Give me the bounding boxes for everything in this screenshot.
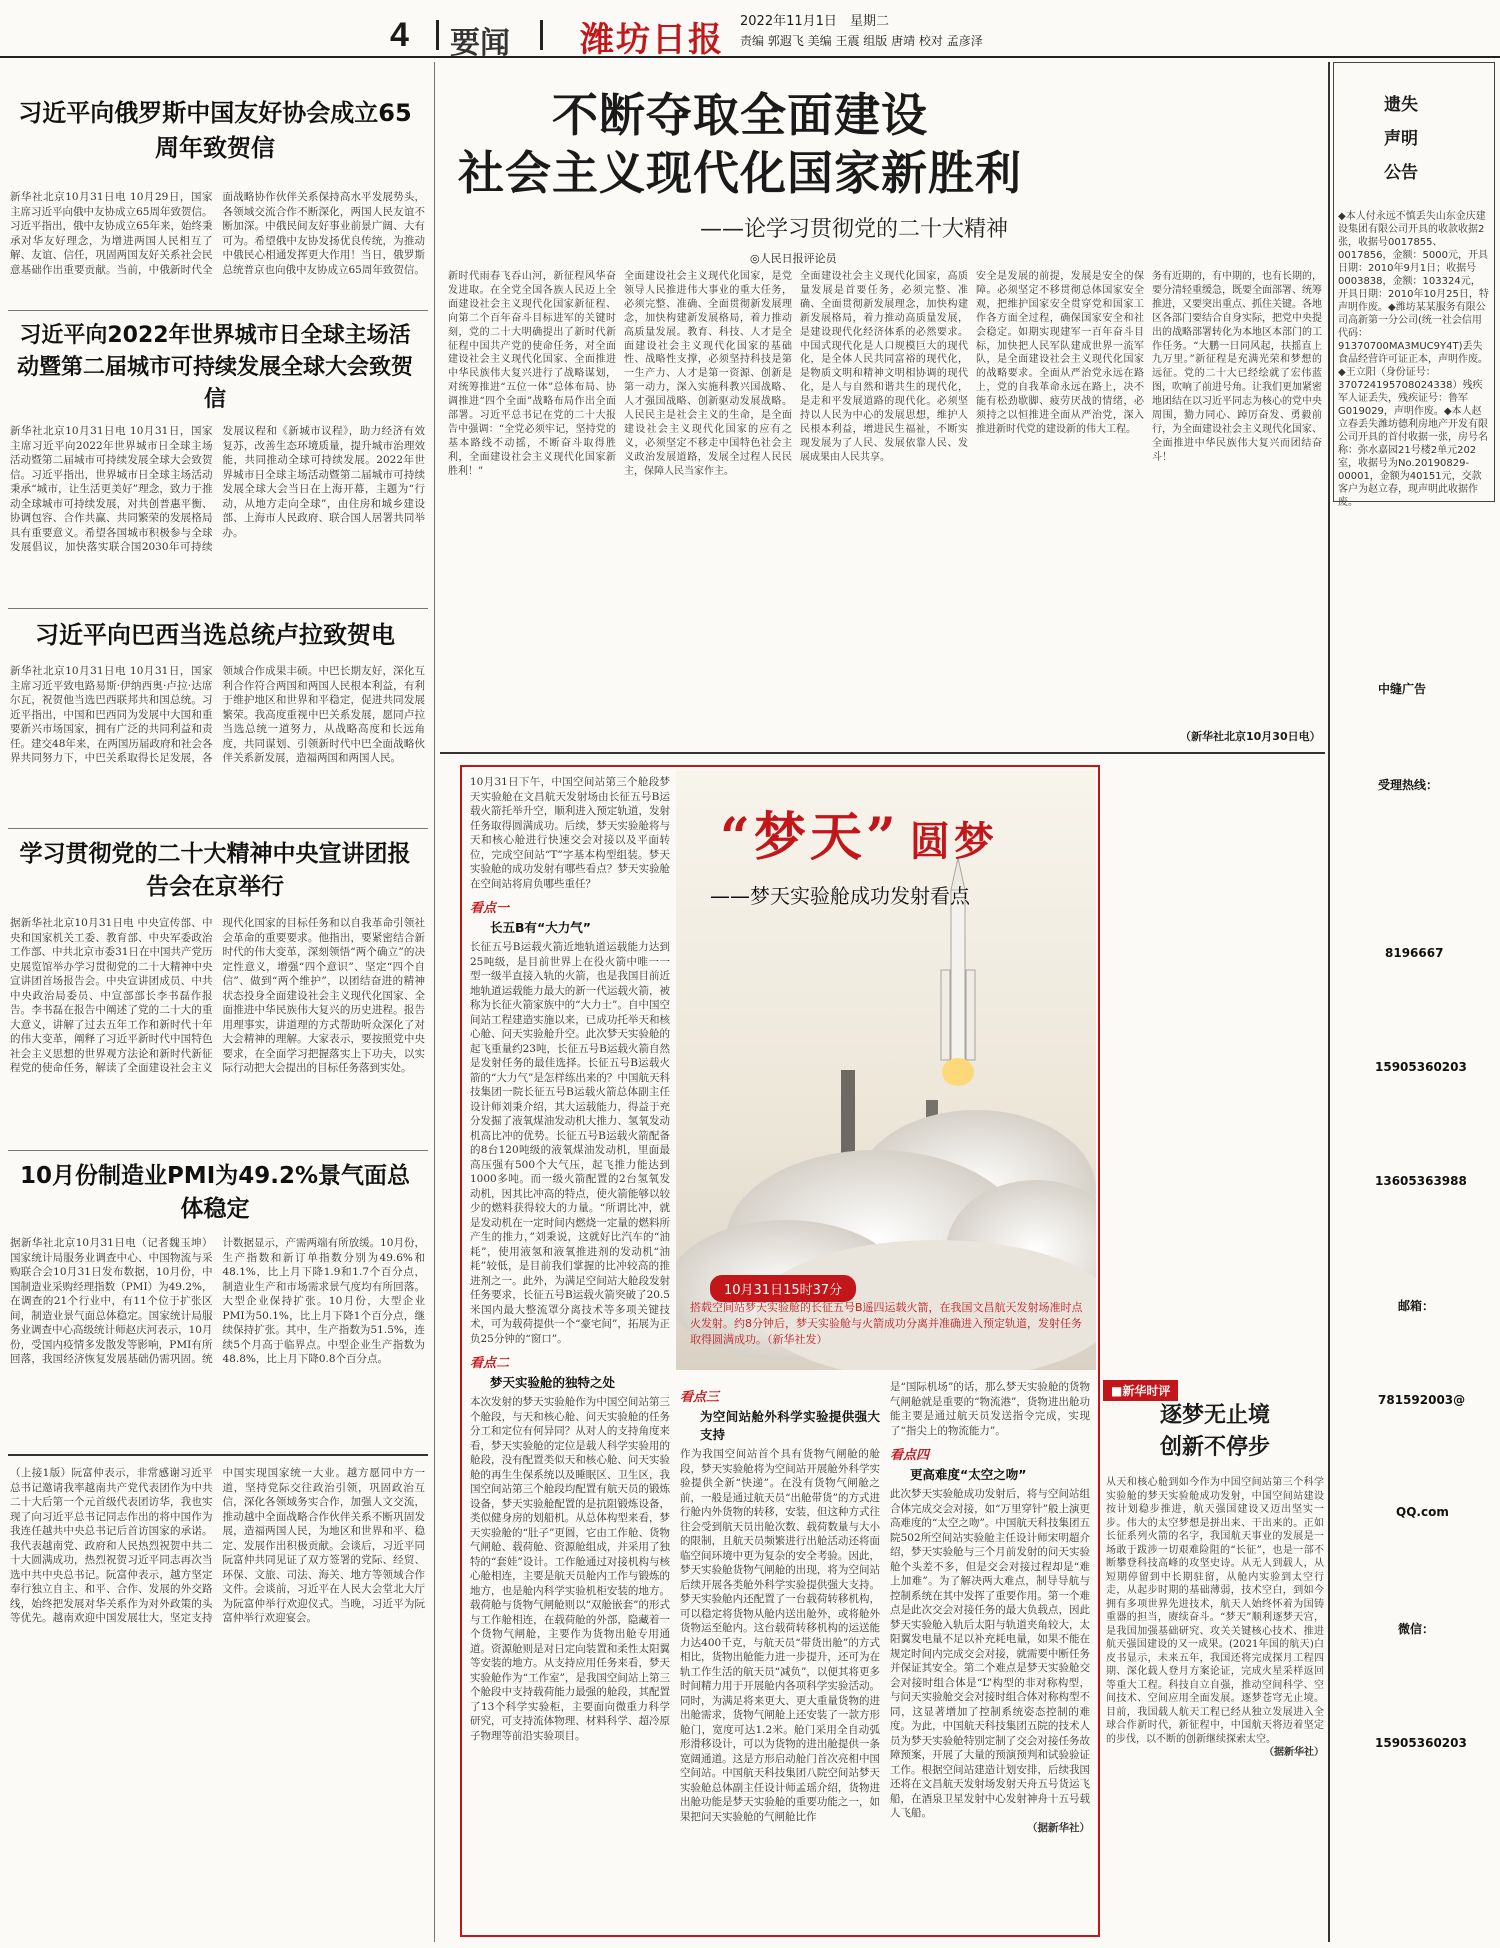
dateline: （新华社北京10月30日电） (1180, 730, 1321, 743)
phone-number: 8196667 (1385, 946, 1444, 960)
article-body: 新华社北京10月31日电 10月29日，国家主席习近平向俄中友协成立65周年致贺信。习近平指出，俄中友协成立65年来，始终秉承对华友好理念，为增进两国人民相互了解、友谊、信任，巩固两国友好关系社会民意基础作出重要贡献。当前，中俄新时代全面战略协作伙伴关系保持高水平发展势头，各领域交流合作不断深化，两国人民友谊不断加深。中俄民间友好事业前景广阔、大有可为。希望俄中友协发扬优良传统，为推动中俄民心相通发挥更大作用！当日，俄罗斯总统普京也向俄中友协成立65周年致贺信。 (10, 191, 425, 276)
feature-column (890, 1380, 1090, 1930)
feature-title (720, 795, 998, 870)
rule (440, 752, 1325, 754)
rule (8, 310, 428, 311)
email-domain: QQ.com (1396, 1505, 1449, 1519)
column-divider (434, 62, 435, 1942)
phone-number: 15905360203 (1375, 1060, 1467, 1074)
point-title: 为空间站舱外科学实验提供强大支持 (700, 1409, 880, 1442)
rule (8, 608, 428, 609)
main-column: 安全是发展的前提，发展是安全的保障。必须坚定不移贯彻总体国家安全观，把维护国家安全贯穿党和国家工作各方面全过程，确保国家安全和社会稳定。如期实现建军一百年奋斗目标，加快把人民军队建成世界一流军队，是全面建设社会主义现代化国家的战略要求。全面从严治党永远在路上，党的自我革命永远在路上，决不能有松劲歇脚、疲劳厌战的情绪，必须持之以恒推进全面从严治党，深入推进新时代党的建设新的伟大工程。 (976, 271, 1144, 435)
point-body: 是“国际机场”的话，那么梦天实验舱的货物气闸舱就是重要的“物流港”，货物进出舱功能主要是通过航天员发送指令完成，实现了“指尖上的物流能力”。 (890, 1381, 1090, 1437)
commentary-title (1140, 1400, 1290, 1464)
ad-title: 遗失 (1384, 95, 1418, 115)
newspaper-logo: 潍坊日报 (580, 20, 724, 60)
point-body: 作为我国空间站首个具有货物气闸舱的舱段，梦天实验舱将为空间站开展舱外科学实验提供全新“快递”。在没有货物气闸舱之前，一般是通过航天员“出舱带货”的方式进行舱内外货物的转移，安装，但这种方式往往会受到航天员出舱次数、载荷数量与大小的限制，且航天员频繁进行出舱活动还将面临空间环境中更为复杂的安全考验。因此，梦天实验舱货物气闸舱的出现，将为空间站后续开展各类舱外科学实验提供强大支持。梦天实验舱内还配置了一台载荷转移机构，可以稳定将货物从舱内送出舱外，或将舱外货物运至舱内。这台载荷转移机构的运送能力达400千克，与航天员“带货出舱”的方式相比，货物出舱能力进一步提升，还可为在轨工作生活的航天员“减负”，以便其将更多时间精力用于开展舱内各项科学实验活动。同时，为满足将来更大、更大重量货物的进出舱需求，货物气闸舱上还安装了一款方形舱门，宽度可达1.2米。舱门采用全自动弧形滑移设计，可以为货物的进出舱提供一条宽阔通道。这是方形启动舱门首次亮相中国空间站。中国航天科技集团八院空间站梦天实验舱总体副主任设计师孟瑶介绍，货物进出舱功能是梦天实验舱的重要功能之一，如果把问天实验舱的气闸舱比作 (680, 1448, 880, 1823)
commentary-body (1106, 1476, 1324, 1916)
point-label: 看点三 (680, 1390, 720, 1405)
editorial-staff: 责编 郭遐飞 美编 王震 组版 唐靖 校对 孟彦泽 (740, 34, 983, 48)
article-body: 新华社北京10月31日电 10月31日，国家主席习近平向2022年世界城市日全球主场活动暨第二届城市可持续发展全球大会致贺信。习近平指出，世界城市日全球主场活动秉承“城市，让生活更美好”理念，致力于推动全球城市可持续发展，对共创普惠平衡、协调包容、合作共赢、共同繁荣的发展格局具有重要意义。希望各国城市积极参与全球发展倡议，加快落实联合国2030年可持续发展议程和《新城市议程》，助力经济有效复苏，改善生态环境质量，提升城市治理效能，共同推动全球可持续发展。2022年世界城市日全球主场活动暨第二届城市可持续发展全球大会当日在上海开幕，主题为“行动，从地方走向全球”，由住房和城乡建设部、上海市人民政府、联合国人居署共同举办。 (10, 425, 425, 553)
divider (436, 20, 439, 50)
article-body: 据新华社北京10月31日电（记者魏玉坤）国家统计局服务业调查中心、中国物流与采购联合会10月31日发布数据，10月份，中国制造业采购经理指数（PMI）为49.2%，在调查的21个行业中，有11个位于扩张区间，制造业景气面总体稳定。国家统计局服务业调查中心高级统计师赵庆河表示，10月份，受国内疫情多发散发等影响，PMI有所回落，我国经济恢复发展基础仍需巩固。统计数据显示，产需两端有所放缓。10月份，生产指数和新订单指数分别为49.6%和48.1%，比上月下降1.9和1.7个百分点，制造业生产和市场需求景气度均有所回落。大型企业保持扩张。10月份，大型企业PMI为50.1%，比上月下降1个百分点，继续保持扩张。其中，生产指数为51.5%，连续5个月高于临界点。中型企业生产指数为48.8%，比上月下降0.8个百分点。 (10, 1237, 425, 1365)
point-label: 看点一 (470, 901, 510, 916)
dateline: （据新华社） (1264, 1747, 1324, 1758)
article-body: 据新华社北京10月31日电 中央宣传部、中央和国家机关工委、教育部、中央军委政治工作部、中共北京市委31日在中国共产党历史展览馆举办学习贯彻党的二十大精神中央宣讲团首场报告会。中央宣讲团成员、中共中央政治局委员、中宣部部长李书磊作报告。李书磊在报告中阐述了党的二十大的重大意义，讲解了过去五年工作和新时代十年的伟大变革，阐释了习近平新时代中国特色社会主义思想的世界观方法论和新时代新征程党的使命任务，解读了全面建设社会主义现代化国家的目标任务和以自我革命引领社会革命的重要要求。他指出，要紧密结合新时代的伟大变革，深刻领悟“两个确立”的决定性意义，增强“四个意识”、坚定“四个自信”、做到“两个维护”，以团结奋进的精神状态投身全面建设社会主义现代化国家、全面推进中华民族伟大复兴的历史进程。报告用理事实，讲道理的方式帮助听众深化了对大会精神的理解。大家表示，要按照党中央要求，在全面学习把握落实上下功夫，以实际行动把大会提出的目标任务落到实处。 (10, 917, 425, 1074)
feature-column (680, 1380, 880, 1930)
photo-caption: 搭载空间站梦天实验舱的长征五号B遥四运载火箭，在我国文昌航天发射场准时点火发射。约8分钟后，梦天实验舱与火箭成功分离并准确进入预定轨道，发射任务取得圆满成功。（新华社发） (690, 1301, 1083, 1346)
ad-title: 声明 (1384, 129, 1418, 149)
feature-subtitle: ——梦天实验舱成功发射看点 (710, 884, 970, 908)
point-body: 本次发射的梦天实验舱作为中国空间站第三个舱段，与天和核心舱、问天实验舱的任务分工和定位有何异同？从对人的支持角度来看，梦天实验舱的定位是载人科学实验用的舱段，没有配置类似天和核心舱、问天实验舱的再生生保系统以及睡眠区、卫生区，我国空间站第三个舱段均配置有航天员的锻炼设备，梦天实验舱配置的是抗阻锻炼设备，类似健身房的划船机。从总体构型来看，梦天实验舱的“肚子”更圆，它由工作舱、货物气闸舱、载荷舱、资源舱组成，并采用了独特的“套娃”设计。工作舱通过对接机构与核心舱相连，主要是航天员舱内工作与锻炼的地方，也是舱内科学实验机柜安装的地方。载荷舱与货物气闸舱则以“双舱嵌套”的形式与工作舱相连，在载荷舱的外部，隐藏着一个货物气闸舱，主要作为货物出舱专用通道。资源舱则是对日定向装置和柔性太阳翼等安装的地方。从支持应用任务来看，梦天实验舱作为“工作室”，是我国空间站上第三个舱段中支持载荷能力最强的舱段，其配置了13个科学实验柜，主要面向微重力科学研究，可支持流体物理、材料科学、超冷原子物理等前沿实验项目。 (470, 1396, 670, 1742)
email-address: 781592003@ (1378, 1393, 1466, 1407)
dateline: （据新华社） (1027, 1821, 1090, 1834)
rule (8, 1454, 428, 1456)
issue-date: 2022年11月1日 (740, 14, 837, 29)
article-body: 新华社北京10月31日电 10月31日，国家主席习近平致电路易斯·伊纳西奥·卢拉·达席尔瓦，祝贺他当选巴西联邦共和国总统。习近平指出，中国和巴西同为发展中大国和重要新兴市场国家，拥有广泛的共同利益和责任。建交48年来，在两国历届政府和社会各界共同努力下，中巴关系取得长足发展，各领域合作成果丰硕。中巴长期友好，深化互利合作符合两国和两国人民根本利益，有利于维护地区和世界和平稳定，促进共同发展繁荣。我高度重视中巴关系发展，愿同卢拉当选总统一道努力，从战略高度和长远角度，共同谋划、引领新时代中巴全面战略伙伴关系新发展，造福两国和两国人民。 (10, 665, 425, 764)
point-body: 长征五号B运载火箭近地轨道运载能力达到25吨级，是目前世界上在役火箭中唯一一型一级半直接入轨的火箭，也是我国目前近地轨道运载能力最大的新一代运载火箭，被称为长征火箭家族中的“大力士”。自中国空间站工程建造实施以来，已成功托举天和核心舱、问天实验舱升空。此次梦天实验舱的起飞重量约23吨，长征五号B运载火箭自然是发射任务的最佳选择。长征五号B运载火箭的“大力气”是怎样练出来的？中国航天科技集团一院长征五号B运载火箭总体副主任设计师刘秉介绍，其大运载能力，得益于充分发掘了液氧煤油发动机大推力、氢氧发动机高比冲的优势。长征五号B运载火箭配备的8台120吨级的液氧煤油发动机，里面最高压强有500个大气压，起飞推力能达到1000多吨。而一级火箭配置的2台氢氧发动机，因其比冲高的特点，使火箭能够以较少的燃料获得较大的力量。“所谓比冲，就是发动机在一定时间内燃烧一定量的燃料所产生的推力，”刘秉说，这就好比汽车的“油耗”，使用液氢和液氧推进剂的发动机“油耗”较低，是目前我们掌握的比冲较高的推进剂之一。此外，为满足空间站大舱段发射任务要求，长征五号B运载火箭突破了20.5米国内最大整流罩分离技术等多项关键技术，可为载荷提供一个“豪宅间”，拓展为正负25分钟的“窗口”。 (470, 941, 670, 1345)
point-label: 看点二 (470, 1356, 510, 1371)
ad-agency: 中缝广告 (1378, 682, 1427, 696)
commentary-tag: ■新华时评 (1103, 1380, 1178, 1401)
feature-intro: 10月31日下午，中国空间站第三个舱段梦天实验舱在文昌航天发射场由长征五号B运载火箭托举升空，顺利进入预定轨道，发射任务取得圆满成功。后续，梦天实验舱将与天和核心舱进行快速交会对接以及平面转位，完成空间站“T”字基本构型组装。梦天实验舱的成功发射有哪些看点？梦天实验舱在空间站将肩负哪些重任？ (470, 776, 670, 890)
main-headline-line2: 社会主义现代化国家新胜利 (458, 146, 1022, 200)
main-column: 务有近期的，有中期的，也有长期的，要分清轻重缓急，既要全面部署、统筹推进，又要突出重点、抓住关键。各地区各部门要结合自身实际，把党中央提出的战略部署转化为本地区本部门的工作任务。“大鹏一日同风起，扶摇直上九万里。”新征程是充满光荣和梦想的远征。党的二十大已经绘就了宏伟蓝图，吹响了前进号角。让我们更加紧密地团结在以习近平同志为核心的党中央周围，勠力同心、踔厉奋发、勇毅前行，为全面建设社会主义现代化国家、全面推进中华民族伟大复兴而团结奋斗！ (1152, 271, 1322, 463)
classified-notices: ◆本人付永远不慎丢失山东金庆建设集团有限公司开具的收款收据2张，收据号0017855、0017856，金额：5000元，开具日期：2010年9月1日；收据号0003838，金额：103324元，开具日期：2010年10月25日，特声明作废。◆潍坊某某服务有限公司高新第一分公司(统一社会信用代码：91370700MA3MUC9Y4T)丢失食品经营许可证正本，声明作废。◆王立阳（身份证号：370724195708024338）残疾军人证丢失，残疾证号：鲁军G019029，声明作废。◆本人赵立春丢失潍坊德利房地产开发有限公司开具的首付收据一张，房号名称：弥水嘉园21号楼2单元202室，收据号为No.20190829-00001，金额为40151元，交款客户为赵立春，现声明此收据作废。 (1338, 211, 1489, 508)
main-headline (440, 86, 1040, 202)
article-title: 学习贯彻党的二十大精神中央宣讲团报告会在京举行 (19, 841, 411, 901)
masthead (0, 0, 1500, 61)
commentary-title-line2: 创新不停步 (1159, 1435, 1270, 1460)
main-headline-line1: 不断夺取全面建设 (552, 88, 928, 142)
commentary-text: 从天和核心舱到如今作为中国空间站第三个科学实验舱的梦天实验舱成功发射，中国空间站建设按计划稳步推进，航天强国建设又迈出坚实一步。伟大的太空梦想是拼出来、干出来的。正如长征系列火箭的名字，我国航天事业的发展是一场敢于跋涉一切艰难险阻的“长征”，也是一部不断攀登科技高峰的攻坚史诗。从无人到载人，从短期停留到中长期驻留，从舱内实验到太空行走，从起步时期的基础薄弱，技术空白，到如今拥有多项世界先进技术，航天人始终怀着为国铸重器的担当，赓续奋斗。“梦天”顺利逐梦天宫，是我国加强基础研究、攻关关键核心技术、推进航天强国建设的又一成果。(2021年国的航天)白皮书显示，未来五年，我国还将完成探月工程四期、深化载人登月方案论证，完成火星采样返回等重大工程。科技自立自强，推动空间科学、空间技术、空间应用全面发展。逐梦苍穹无止境。目前，我国载人航天工程已经从独立发展进入全球合作新时代，新征程中，中国航天将迈着坚定的步伐，以不断的创新继续探索太空。 (1106, 1477, 1324, 1745)
page-number: 4 (390, 16, 409, 54)
section-name: 要闻 (450, 26, 510, 61)
feature-title-word1: “梦天” (720, 807, 900, 868)
article-title: 习近平向2022年世界城市日全球主场活动暨第二届城市可持续发展全球大会致贺信 (16, 323, 413, 412)
phone-number: 13605363988 (1375, 1174, 1467, 1188)
wechat-label: 微信： (1398, 1622, 1435, 1636)
article-title: 10月份制造业PMI为49.2%景气面总体稳定 (19, 1163, 411, 1223)
feature-title-word2: 圆梦 (909, 818, 998, 865)
issue-weekday: 星期二 (850, 14, 890, 29)
hotline-label: 受理热线： (1378, 778, 1439, 792)
point-title: 梦天实验舱的独特之处 (490, 1375, 616, 1390)
wechat-id: 15905360203 (1375, 1736, 1467, 1750)
commentary-title-line1: 逐梦无止境 (1159, 1403, 1270, 1428)
column-divider (1328, 62, 1330, 1942)
article-body: （上接1版）阮富仲表示，非常感谢习近平总书记邀请我率越南共产党代表团作为中共二十大后第一个元首级代表团访华，我也实现了向习近平总书记同志作出的将中国作为我连任越共中央总书记后首访国家的承诺。我代表越南党、政府和人民热烈祝贺中共二十大圆满成功，热烈祝贺习近平同志再次当选中共中央总书记。阮富仲表示，越方坚定奉行独立自主、和平、合作、发展的外交路线，始终把发展对华关系作为对外政策的头等优先。越南欢迎中国发展壮大，坚定支持中国实现国家统一大业。越方愿同中方一道，坚持党际交往政治引领，巩固政治互信，深化各领域务实合作，加强人文交流，推动越中全面战略合作伙伴关系不断巩固发展，造福两国人民，为地区和世界和平、稳定、发展作出积极贡献。会谈后，习近平同阮富仲共同见证了双方签署的党际、经贸、环保、文旅、司法、海关、地方等领域合作文件。会谈前，习近平在人民大会堂北大厅为阮富仲举行欢迎仪式。当晚，习近平为阮富仲举行欢迎宴会。 (10, 1467, 425, 1624)
divider (540, 20, 543, 50)
rule (8, 828, 428, 829)
ad-title: 公告 (1384, 163, 1418, 183)
main-column: 新时代雨春飞吞山河，新征程风华奋发进取。在全党全国各族人民迈上全面建设社会主义现代化国家新征程、向第二个百年奋斗目标进军的关键时刻，党的二十大明确提出了新时代新征程中国共产党的使命任务，对全面建设社会主义现代化国家、全面推进中华民族伟大复兴进行了战略谋划，对统筹推进“五位一体”总体布局、协调推进“四个全面”战略布局作出全面部署。习近平总书记在党的二十大报告中强调：“全党必须牢记，坚持党的基本路线不动摇，不断奋斗取得胜利，全面建设社会主义现代化国家新胜利！” (448, 271, 616, 477)
launch-time-badge: 10月31日15时37分 (710, 1275, 856, 1302)
email-label: 邮箱： (1398, 1299, 1435, 1313)
point-title: 更高难度“太空之吻” (910, 1467, 1027, 1482)
article-title: 习近平向巴西当选总统卢拉致贺电 (35, 621, 395, 649)
feature-column (470, 775, 670, 1915)
main-subtitle: ——论学习贯彻党的二十大精神 (700, 217, 1009, 242)
article-title: 习近平向俄罗斯中国友好协会成立65周年致贺信 (18, 99, 412, 162)
main-column: 全面建设社会主义现代化国家，高质量发展是首要任务，必须完整、准确、全面贯彻新发展理念，加快构建新发展格局，着力推动高质量发展，是建设现代化经济体系的必然要求。中国式现代化是人口规模巨大的现代化，是全体人民共同富裕的现代化，是物质文明和精神文明相协调的现代化，是人与自然和谐共生的现代化，是走和平发展道路的现代化。必须坚持以人民为中心的发展思想，维护人民根本利益，增进民生福祉，不断实现发展为了人民、发展依靠人民、发展成果由人民共享。 (800, 271, 968, 463)
point-body: 此次梦天实验舱成功发射后，将与空间站组合体完成交会对接，如“万里穿针”般上演更高难度的“太空之吻”。中国航天科技集团五院502所空间站实验舱主任设计师宋明超介绍，梦天实验舱与三个月前发射的问天实验舱个头差不多，但是交会对接过程却是“难上加难”。为了解决两大难点，制导导航与控制系统在其中发挥了重要作用。第一个难点是此次交会对接任务的最大负载点，因此梦天实验舱入轨后太阳与轨道夹角较大，太阳翼发电量不足以补充耗电量，如果不能在规定时间内完成交会对接，就需要中断任务并保证其安全。第二个难点是梦天实验舱交会对接时组合体是“L”构型的非对称构型，与问天实验舱交会对接时组合体对称构型不同，这显著增加了控制系统姿态控制的难度。为此，中国航天科技集团五院的技术人员为梦天实验舱特别定制了交会对接任务故障预案，开展了大量的预演预判和试验验证工作。根据空间站建造计划安排，后续我国还将在文昌航天发射场发射天舟五号货运飞船，在酒泉卫星发射中心发射神舟十五号载人飞船。 (890, 1488, 1090, 1819)
byline: ◎人民日报评论员 (750, 252, 837, 265)
rule (8, 1150, 428, 1151)
main-column: 全面建设社会主义现代化国家，是党领导人民推进伟大事业的重大任务，必须完整、准确、全面贯彻新发展理念，加快构建新发展格局，着力推动高质量发展。教育、科技、人才是全面建设社会主义现代化国家的基础性、战略性支撑，必须坚持科技是第一生产力、人才是第一资源、创新是第一动力，深入实施科教兴国战略、人才强国战略、创新驱动发展战略。人民民主是社会主义的生命，是全面建设社会主义现代化国家的应有之义，必须坚定不移走中国特色社会主义政治发展道路，发展全过程人民民主，保障人民当家作主。 (624, 271, 792, 477)
point-label: 看点四 (890, 1448, 930, 1463)
point-title: 长五B有“大力气” (490, 920, 591, 935)
